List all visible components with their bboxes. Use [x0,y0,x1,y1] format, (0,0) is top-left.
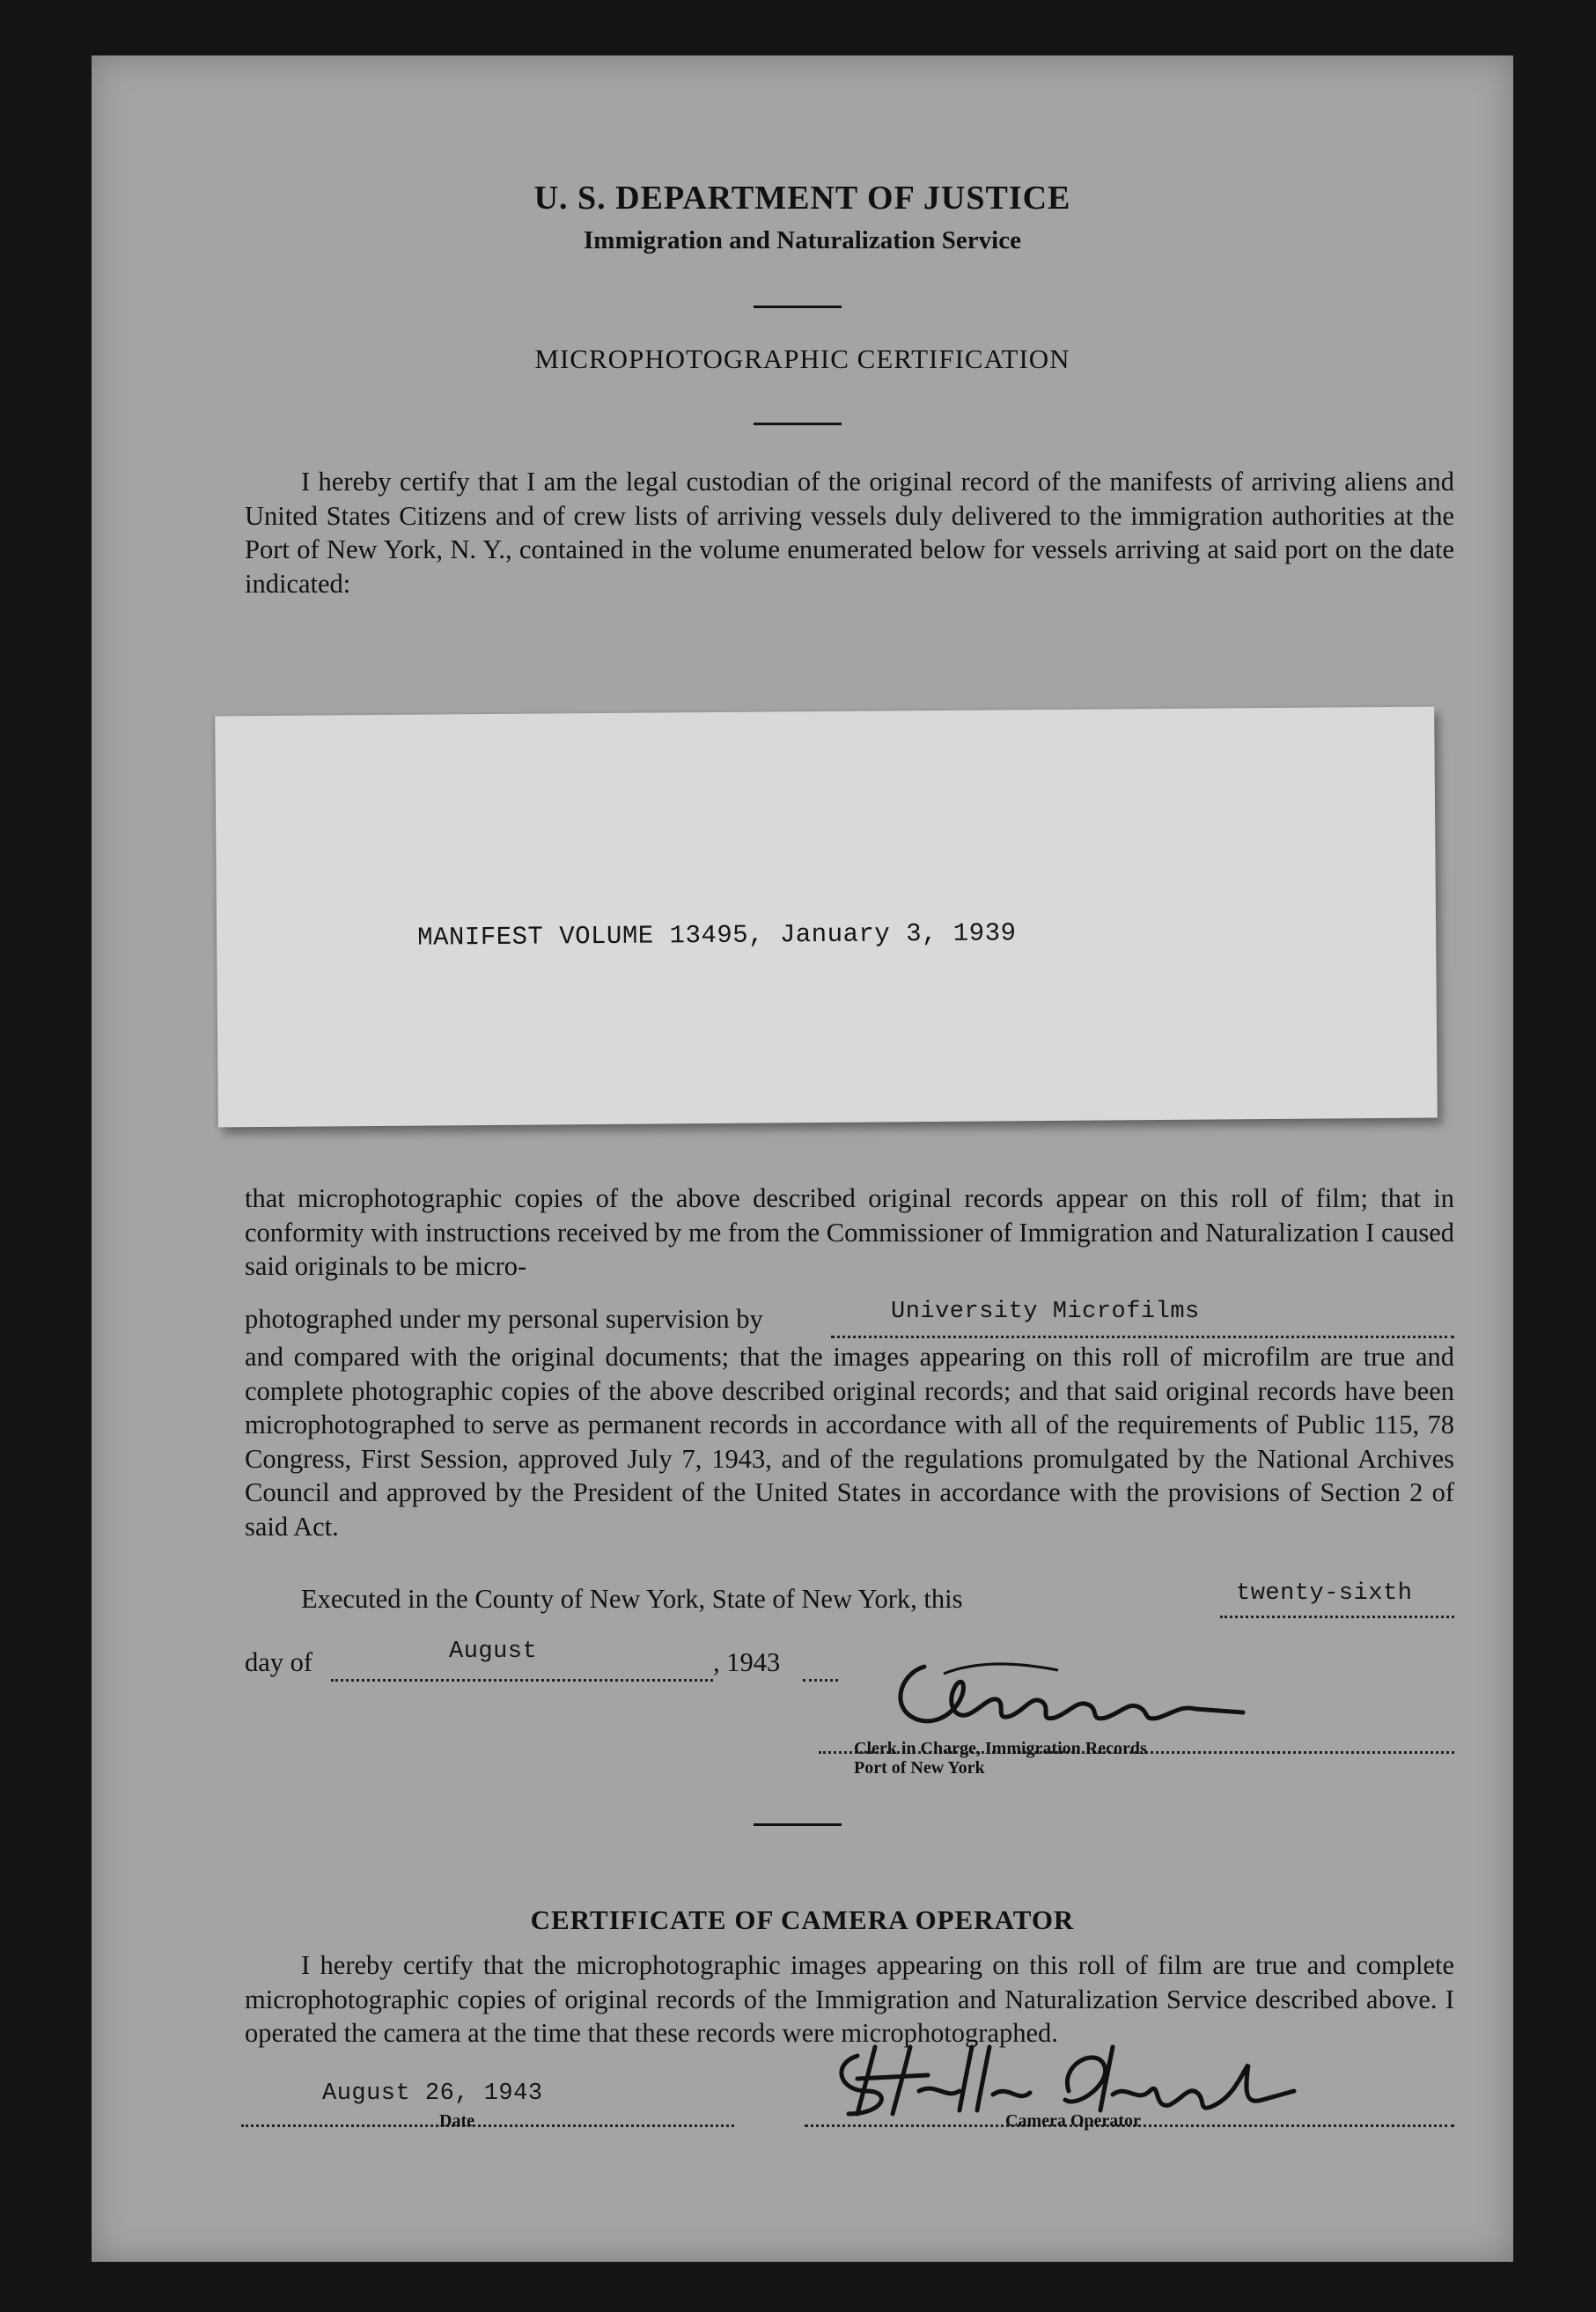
supervision-line [245,1299,1454,1339]
clerk-title-line2: Port of New York [854,1758,985,1778]
certification-title: MICROPHOTOGRAPHIC CERTIFICATION [534,343,1070,374]
body-paragraph-start: that microphotographic copies of the above described original records appear on this roll of film; that in conformity with instructions received by me from the Commissioner of Immigration and Naturalization I caused said originals to be micro- [245,1183,1454,1281]
manifest-slip [215,707,1438,1128]
department-title: U. S. DEPARTMENT OF JUSTICE [533,180,1071,217]
intro-paragraph: I hereby certify that I am the legal custodian of the original record of the manifests of arriving aliens and United States Citizens and of crew lists of arriving vessels duly delivered to the immigration authorities at the Port of New York, N. Y., contained in the volume enumerated below for vessels arriving at said port on the date indicated: [245,467,1454,599]
execution-line [245,1580,1454,1619]
manifest-volume-text: MANIFEST VOLUME 13495, January 3, 1939 [417,918,1017,953]
month-value: August [449,1638,538,1665]
year-dotted-line [803,1651,838,1682]
divider-top [754,306,842,308]
supervision-prefix: photographed under my personal supervision by [245,1304,763,1334]
certificate-page [92,55,1513,2262]
operator-date-label: Date [439,2111,474,2131]
operator-certificate-title: CERTIFICATE OF CAMERA OPERATOR [530,1904,1075,1935]
service-subtitle: Immigration and Naturalization Service [584,226,1021,254]
day-value: twenty-sixth [1236,1580,1413,1607]
divider-middle [754,423,842,425]
operator-paragraph: I hereby certify that the microphotographic images appearing on this roll of film are true and complete microphotographic copies of original records of the Immigration and Naturalization Service described above. I operated the camera at the time that these records were microphotographed. [245,1950,1454,2048]
execution-prefix: Executed in the County of New York, State of New York, this [301,1584,963,1614]
body-paragraph-end: and compared with the original documents; that the images appearing on this roll of microfilm are true and complete photographic copies of the above described original records; and that said original records have been microphotographed to serve as permanent records in accordance with all of the requirements of Public 115, 78 Congress, First Session, approved July 7, 1943, and of the regulations promulgated by the National Archives Council and approved by the President of the United States in accordance with the provisions of Section 2 of said Act. [245,1342,1454,1542]
divider-bottom [754,1823,842,1826]
day-of-label: day of [245,1647,313,1677]
month-line [245,1638,1454,1682]
camera-operator-label: Camera Operator [1005,2111,1141,2131]
clerk-title-line1: Clerk in Charge, Immigration Records [854,1739,1147,1758]
supervision-value: University Microfilms [891,1299,1200,1325]
operator-date-value: August 26, 1943 [322,2080,543,2107]
year-text: , 1943 [713,1647,781,1677]
